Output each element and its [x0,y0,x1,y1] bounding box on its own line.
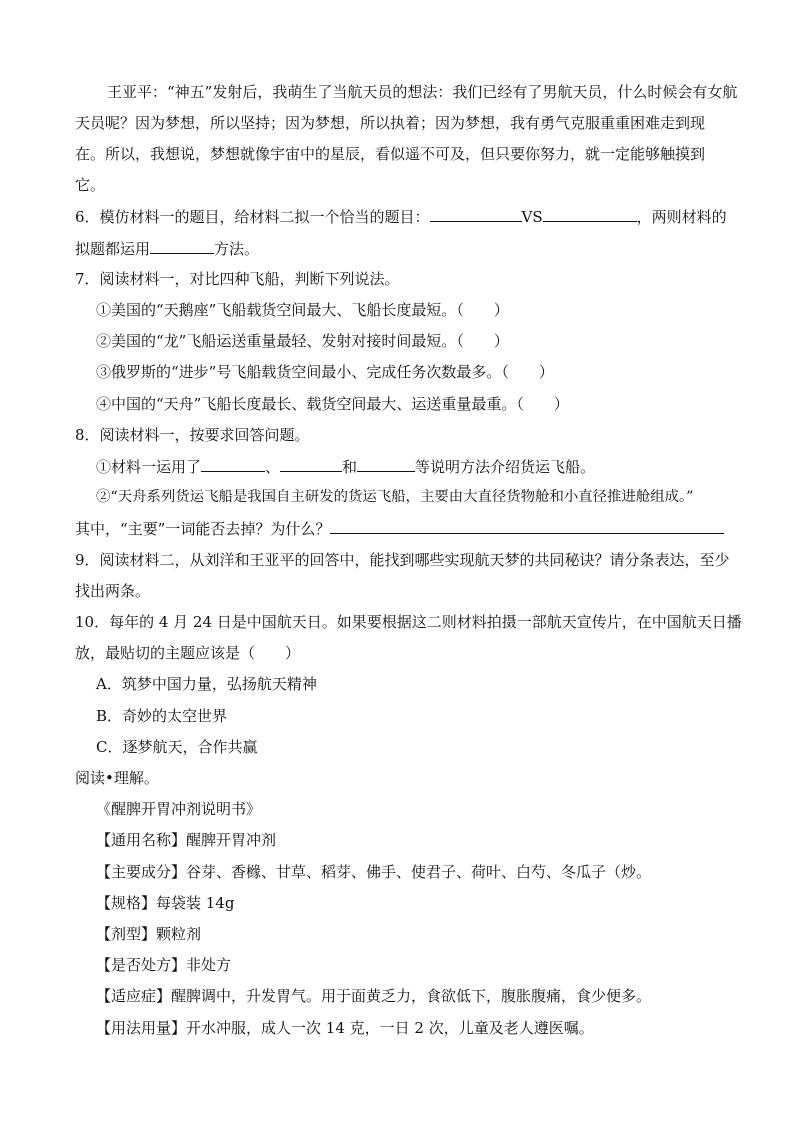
manual-row-generic-name: 【通用名称】醒脾开胃冲剂 [96,831,277,849]
q6-blank-1[interactable] [430,206,522,222]
q6-blank-2[interactable] [543,206,637,222]
question-6-line-1 [75,206,727,227]
question-7-title: 7．阅读材料一，对比四种飞船，判断下列说法。 [75,270,400,288]
q8-answer-line[interactable] [330,518,724,534]
q6-text-c: 拟题都运用 [75,240,151,258]
q7-item-2: ②美国的“龙”飞船运送重量最轻、发射对接时间最短。（ ） [96,332,509,350]
reading-section-title: 阅读•理解。 [75,769,159,787]
q8-blank-2[interactable] [280,456,342,472]
material-paragraph-line-1: 王亚平：“神五”发射后，我萌生了当航天员的想法：我们已经有了男航天员，什么时候会有女航 [107,83,738,101]
manual-row-indications: 【适应症】醒脾调中，升发胃气。用于面黄乏力，食欲低下，腹胀腹痛，食少便多。 [96,987,652,1005]
q8-blank-3[interactable] [357,456,415,472]
q7-item-3: ③俄罗斯的“进步”号飞船载货空间最小、完成任务次数最多。（ ） [96,363,554,381]
q6-text-b: ，两则材料的 [636,208,727,226]
question-6-line-2 [75,238,259,259]
manual-row-dosage-form: 【剂型】颗粒剂 [96,925,202,943]
manual-row-usage: 【用法用量】开水冲服，成人一次 14 克，一日 2 次，儿童及老人遵医嘱。 [96,1019,594,1037]
q6-text-a: 6．模仿材料一的题目，给材料二拟一个恰当的题目： [75,208,430,226]
material-paragraph-line-2: 天员呢？因为梦想，所以坚持；因为梦想，所以执着；因为梦想，我有勇气克服重重困难走到现 [75,114,706,132]
manual-row-prescription: 【是否处方】非处方 [96,956,232,974]
q6-vs: VS [521,208,543,226]
material-paragraph-line-4: 它。 [75,176,106,194]
manual-row-ingredients: 【主要成分】谷芽、香橼、甘草、稻芽、佛手、使君子、荷叶、白芍、冬瓜子（炒。 [96,863,652,881]
q8-item2-question: 其中，“主要”一词能否去掉？为什么？ [75,520,331,538]
question-8-title: 8．阅读材料一，按要求回答问题。 [75,426,310,444]
q7-item-4: ④中国的“天舟”飞船长度最长、载货空间最大、运送重量最重。（ ） [96,395,569,413]
q7-item-1: ①美国的“天鹅座”飞船载货空间最大、飞船长度最短。（ ） [96,301,509,319]
q8-item1-sep1: 、 [265,458,281,476]
q10-option-c: C．逐梦航天，合作共赢 [96,738,258,756]
question-10-line-1: 10．每年的 4 月 24 日是中国航天日。如果要根据这二则材料拍摄一部航天宣传片，在中国航天日播 [75,613,742,631]
q6-blank-3[interactable] [150,238,214,254]
material-paragraph-line-3: 在。所以，我想说，梦想就像宇宙中的星辰，看似遥不可及，但只要你努力，就一定能够触摸到 [75,145,706,163]
question-9-line-2: 找出两条。 [75,582,151,600]
manual-title: 《醒脾开胃冲剂说明书》 [96,800,262,818]
q8-item1-text-a: ①材料一运用了 [96,458,202,476]
q8-item1-sep2: 和 [342,458,358,476]
question-10-line-2: 放，最贴切的主题应该是（ ） [75,644,301,662]
manual-row-specification: 【规格】每袋装 14g [96,894,235,912]
q10-option-a: A．筑梦中国力量，弘扬航天精神 [96,675,317,693]
q6-text-d: 方法。 [214,240,260,258]
q8-item-2: ②“天舟系列货运飞船是我国自主研发的货运飞船，主要由大直径货物舱和小直径推进舱组成。” [96,489,694,505]
q8-item1-end: 等说明方法介绍货运飞船。 [415,458,596,476]
q10-option-b: B．奇妙的太空世界 [96,707,228,725]
q8-item-2-continued [75,518,724,539]
q8-blank-1[interactable] [201,456,265,472]
question-9-line-1: 9．阅读材料二，从刘洋和王亚平的回答中，能找到哪些实现航天梦的共同秘诀？请分条表达，至少 [75,551,730,569]
q8-item-1 [96,456,595,477]
